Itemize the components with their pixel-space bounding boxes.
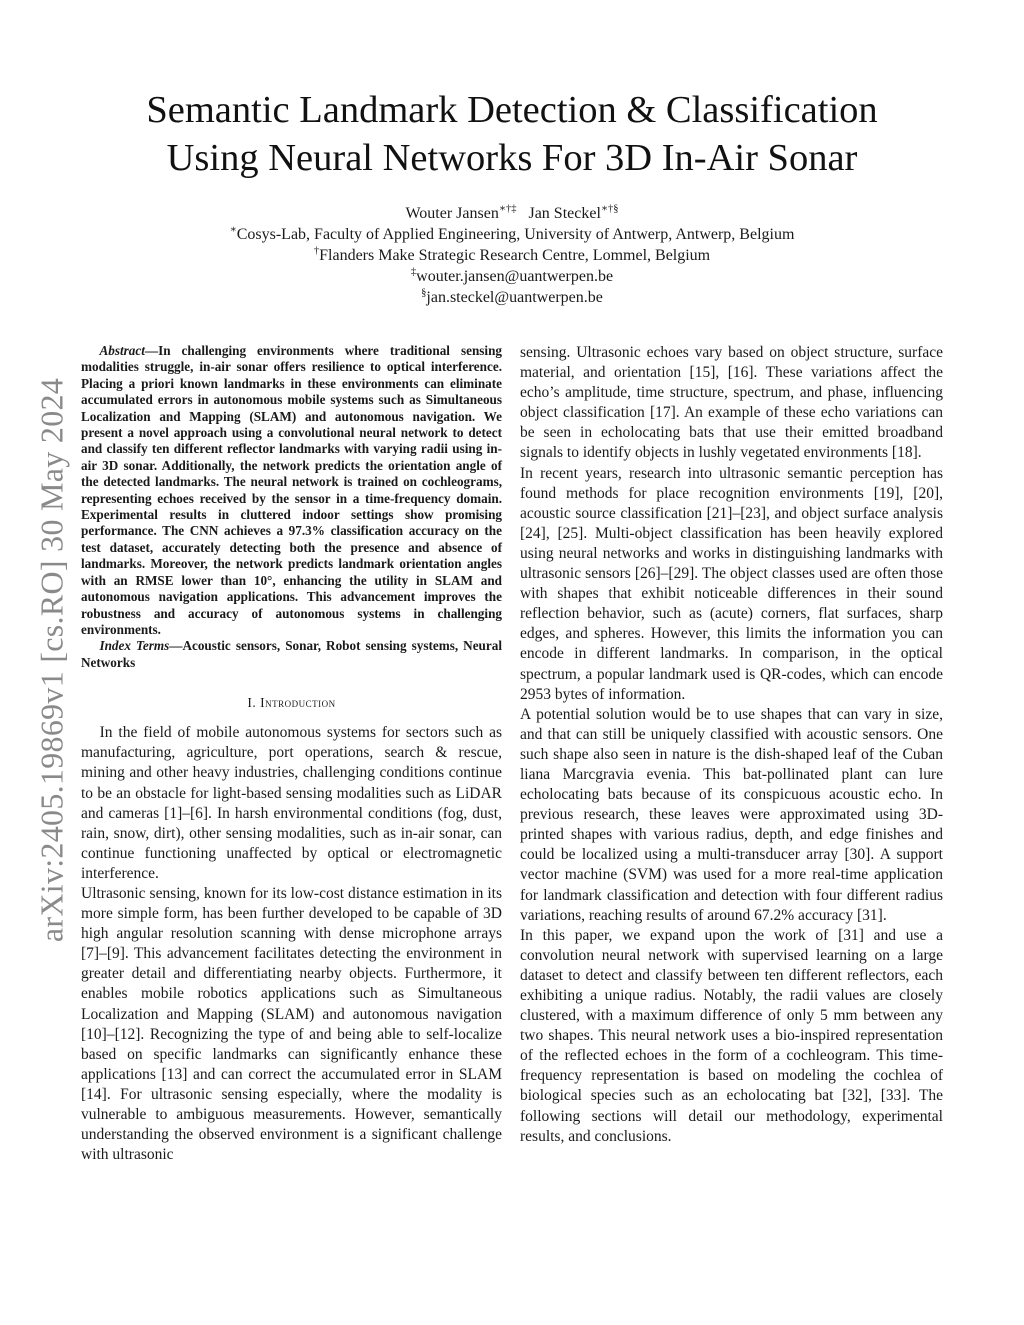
affiliation-1-mark: ∗ (229, 224, 237, 236)
author-2-name: Jan Steckel (528, 205, 601, 222)
affiliation-1-text: Cosys-Lab, Faculty of Applied Engineering, University of Antwerp, Antwerp, Belgium (236, 226, 795, 243)
affiliation-2 (80, 245, 944, 266)
affiliation-2-mark: † (313, 245, 320, 257)
arxiv-identifier-stamp: arXiv:2405.19869v1 [cs.RO] 30 May 2024 (33, 377, 70, 943)
paragraph: sensing. Ultrasonic echoes vary based on object structure, surface material, and orientation [15], [16]. These variations affect the echo’s amplitude, time structure, spectrum, and phase, influencing object classification [17]. An example of these echo variations can be seen in echolocating bats that use their emitted broadband signals to identify objects in lushly vegetated environments [18]. (520, 344, 943, 462)
email-2-text: jan.steckel@uantwerpen.be (426, 289, 603, 306)
paragraph: In the field of mobile autonomous systems for sectors such as manufacturing, agriculture, port operations, search & rescue, mining and other heavy industries, challenging conditions continue to be an obstacle for light-based sensing modalities such as LiDAR and cameras [1]–[6]. In harsh environmental conditions (fog, dust, rain, snow, dirt), other sensing modalities, such as in-air sonar, can continue functioning unaffected by optical or electromagnetic interference. (81, 724, 502, 882)
paper-title (80, 86, 944, 182)
index-terms-text: —Acoustic sensors, Sonar, Robot sensing systems, Neural Networks (81, 638, 502, 670)
author-1-name: Wouter Jansen (405, 205, 499, 222)
paragraph: In this paper, we expand upon the work of [31] and use a convolution neural network with supervised learning on a large dataset to detect and classify between ten different reflectors, each exhibiting a unique radius. Notably, the radii values are closely clustered, with a maximum difference of only 5 mm between any two shapes. This neural network uses a bio-inspired representation of the reflected echoes in the form of a cochleogram. This time-frequency representation is based on modeling the cochlea of biological species such as an echolocating bat [32], [33]. The following sections will detail our methodology, experimental results, and conclusions. (520, 926, 943, 1145)
author-1-marks: ∗†‡ (498, 203, 517, 215)
abstract (81, 343, 502, 638)
index-terms-lead: Index Terms (99, 638, 170, 654)
paragraph: Ultrasonic sensing, known for its low-cost distance estimation in its more simple form, has been further developed to be capable of 3D high angular resolution scanning with dense microphone arrays [7]–[9]. This advancement facilitates detecting the environment in greater detail and differentiating nearby objects. Furthermore, it enables mobile robotics applications such as Simultaneous Localization and Mapping (SLAM) and autonomous navigation [10]–[12]. Recognizing the type of and being able to self-localize based on specific landmarks can significantly enhance these applications [13] and can correct the accumulated error in SLAM [14]. For ultrasonic sensing especially, where the modality is vulnerable to ambiguous measurements. However, semantically understanding the observed environment is a significant challenge with ultrasonic (81, 884, 502, 1164)
affiliation-2-text: Flanders Make Strategic Research Centre, Lommel, Belgium (319, 247, 711, 264)
section-heading-introduction: I. Introduction (247, 695, 336, 711)
paragraph: A potential solution would be to use shapes that can vary in size, and that can still be uniquely classified with acoustic sensors. One such shape also seen in nature is the dish-shaped leaf of the Cuban liana Marcgravia evenia. This bat-pollinated plant can lure echolocating bats because of its conspicuous acoustic echo. In previous research, these leaves were approximated using 3D-printed shapes with various radius, depth, and edge finishes and could be localized using a multi-transducer array [30]. A support vector machine (SVM) was used for a more real-time application for landmark classification and detection with four different radius variations, reaching results of around 67.2% accuracy [31]. (520, 705, 943, 924)
right-column (520, 343, 943, 1147)
left-column (81, 343, 502, 1165)
title-line-1: Semantic Landmark Detection & Classification (146, 89, 878, 131)
email-2-mark: § (421, 287, 427, 299)
email-1-mark: ‡ (410, 266, 417, 278)
paragraph: In recent years, research into ultrasonic semantic perception has found methods for place recognition environments [19], [20], acoustic source classification [21]–[23], and object surface analysis [24], [25]. Multi-object classification has been heavily explored using neural networks and works in distinguishing landmarks with ultrasonic sensors [26]–[29]. The object classes used are often those with shapes that exhibit noticeable differences in their sound reflection behavior, such as (acute) corners, flat surfaces, sharp edges, and spheres. However, this limits the information you can encode in different landmarks. In comparison, in the optical spectrum, a popular landmark used is QR-codes, which can encode 2953 bytes of information. (520, 464, 943, 703)
email-1 (80, 266, 944, 287)
abstract-lead: Abstract (99, 343, 145, 358)
email-2 (80, 287, 944, 308)
title-line-2: Using Neural Networks For 3D In-Air Sonar (166, 137, 858, 179)
author-2-marks: ∗†§ (600, 203, 619, 215)
author-block (80, 203, 944, 308)
author-names (80, 203, 944, 224)
abstract-text: —In challenging environments where traditional sensing modalities struggle, in-air sonar offers resilience to optical interference. Placing a priori known landmarks in these environments can eliminate accumulated errors in autonomous mobile systems such as Simultaneous Localization and Mapping (SLAM) and autonomous navigation. We present a novel approach using a convolutional neural network to detect and classify ten different reflector landmarks with varying radii using in-air 3D sonar. Additionally, the network predicts the orientation angle of the detected landmarks. The neural network is trained on cochleograms, representing echoes received by the sensor in a time-frequency domain. Experimental results in cluttered indoor settings show promising performance. The CNN achieves a 97.3% classification accuracy on the test dataset, accurately detecting both the presence and absence of landmarks. Moreover, the network predicts landmark orientation angles with an RMSE lower than 10°, enhancing the utility in SLAM and autonomous navigation applications. This advancement improves the robustness and accuracy of autonomous systems in challenging environments. (81, 343, 502, 637)
email-1-text: wouter.jansen@uantwerpen.be (416, 268, 614, 285)
affiliation-1 (80, 224, 944, 245)
index-terms (81, 638, 502, 671)
